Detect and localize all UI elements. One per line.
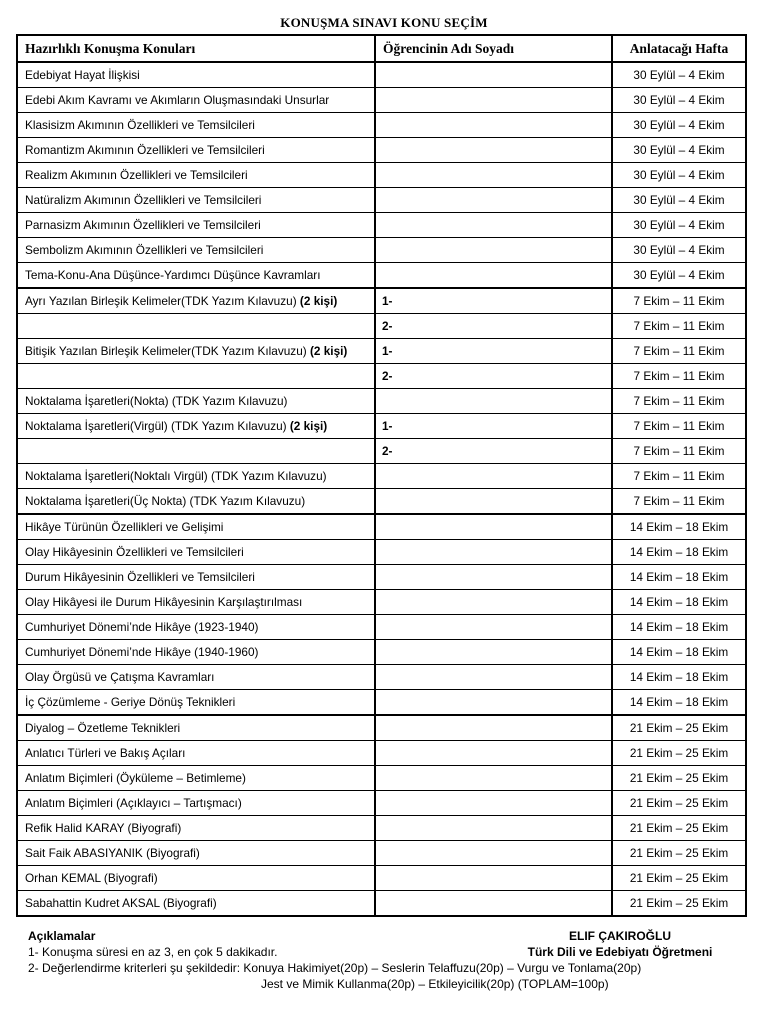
week-cell: 21 Ekim – 25 Ekim <box>612 766 746 791</box>
table-row <box>17 389 746 414</box>
student-name-cell[interactable] <box>375 88 612 113</box>
week-cell: 14 Ekim – 18 Ekim <box>612 590 746 615</box>
table-row <box>17 866 746 891</box>
student-name-cell[interactable] <box>375 238 612 263</box>
student-name-cell[interactable] <box>375 816 612 841</box>
capacity-note: (2 kişi) <box>299 294 338 308</box>
student-name-cell[interactable] <box>375 314 612 339</box>
header-week: Anlatacağı Hafta <box>612 35 746 62</box>
week-cell: 14 Ekim – 18 Ekim <box>612 565 746 590</box>
topic-text: Romantizm Akımının Özellikleri ve Temsilcileri <box>25 143 265 157</box>
topic-text: Hikâye Türünün Özellikleri ve Gelişimi <box>25 520 224 534</box>
teacher-role: Türk Dili ve Edebiyatı Öğretmeni <box>527 945 713 959</box>
capacity-note: (2 kişi) <box>309 344 348 358</box>
week-cell: 21 Ekim – 25 Ekim <box>612 741 746 766</box>
table-row <box>17 891 746 917</box>
table-row <box>17 489 746 515</box>
topic-cell <box>17 389 375 414</box>
week-cell: 14 Ekim – 18 Ekim <box>612 690 746 716</box>
topic-cell <box>17 766 375 791</box>
topic-text: Diyalog – Özetleme Teknikleri <box>25 721 181 735</box>
student-name-cell[interactable] <box>375 188 612 213</box>
topic-table <box>16 34 747 917</box>
student-name-cell[interactable] <box>375 62 612 88</box>
student-name-cell[interactable] <box>375 866 612 891</box>
table-row <box>17 514 746 540</box>
week-cell: 7 Ekim – 11 Ekim <box>612 339 746 364</box>
student-name-cell[interactable] <box>375 263 612 289</box>
student-name-cell[interactable] <box>375 138 612 163</box>
week-cell: 14 Ekim – 18 Ekim <box>612 615 746 640</box>
topic-cell <box>17 816 375 841</box>
student-name-cell[interactable] <box>375 590 612 615</box>
table-row <box>17 665 746 690</box>
student-name-cell[interactable] <box>375 514 612 540</box>
week-cell: 7 Ekim – 11 Ekim <box>612 464 746 489</box>
topic-cell <box>17 364 375 389</box>
week-cell: 7 Ekim – 11 Ekim <box>612 489 746 515</box>
topic-cell <box>17 866 375 891</box>
topic-text: Anlatım Biçimleri (Açıklayıcı – Tartışmacı) <box>25 796 242 810</box>
topic-text: Edebiyat Hayat İlişkisi <box>25 68 140 82</box>
topic-cell <box>17 62 375 88</box>
topic-cell <box>17 489 375 515</box>
topic-cell <box>17 690 375 716</box>
table-row <box>17 238 746 263</box>
topic-cell <box>17 88 375 113</box>
table-row <box>17 364 746 389</box>
topic-text: Olay Örgüsü ve Çatışma Kavramları <box>25 670 215 684</box>
topic-text: Refik Halid KARAY (Biyografi) <box>25 821 182 835</box>
topic-cell <box>17 590 375 615</box>
topic-text: Tema-Konu-Ana Düşünce-Yardımcı Düşünce Kavramları <box>25 268 321 282</box>
topic-cell <box>17 715 375 741</box>
table-row <box>17 540 746 565</box>
table-row <box>17 766 746 791</box>
topic-cell <box>17 665 375 690</box>
table-row <box>17 565 746 590</box>
student-name-cell[interactable] <box>375 439 612 464</box>
topic-cell <box>17 565 375 590</box>
topic-text: Klasisizm Akımının Özellikleri ve Temsilcileri <box>25 118 255 132</box>
week-cell: 21 Ekim – 25 Ekim <box>612 866 746 891</box>
table-row <box>17 439 746 464</box>
week-cell: 7 Ekim – 11 Ekim <box>612 314 746 339</box>
table-row <box>17 314 746 339</box>
table-row <box>17 464 746 489</box>
student-name-cell[interactable] <box>375 766 612 791</box>
week-cell: 14 Ekim – 18 Ekim <box>612 514 746 540</box>
table-row <box>17 339 746 364</box>
student-name-cell[interactable] <box>375 891 612 917</box>
topic-cell <box>17 414 375 439</box>
topic-text: Noktalama İşaretleri(Nokta) (TDK Yazım Kılavuzu) <box>25 394 288 408</box>
week-cell: 21 Ekim – 25 Ekim <box>612 841 746 866</box>
week-cell: 14 Ekim – 18 Ekim <box>612 540 746 565</box>
student-name-cell[interactable] <box>375 213 612 238</box>
note-line-1: 1- Konuşma süresi en az 3, en çok 5 dakikadır. <box>28 945 278 959</box>
week-cell: 21 Ekim – 25 Ekim <box>612 891 746 917</box>
topic-cell <box>17 213 375 238</box>
table-row <box>17 414 746 439</box>
topic-cell <box>17 439 375 464</box>
week-cell: 30 Eylül – 4 Ekim <box>612 188 746 213</box>
week-cell: 7 Ekim – 11 Ekim <box>612 439 746 464</box>
topic-text: Anlatıcı Türleri ve Bakış Açıları <box>25 746 186 760</box>
week-cell: 7 Ekim – 11 Ekim <box>612 288 746 314</box>
table-row <box>17 615 746 640</box>
table-row <box>17 213 746 238</box>
student-name-cell[interactable] <box>375 540 612 565</box>
table-row <box>17 841 746 866</box>
student-name-cell[interactable] <box>375 489 612 515</box>
week-cell: 21 Ekim – 25 Ekim <box>612 715 746 741</box>
table-row <box>17 816 746 841</box>
topic-cell <box>17 263 375 289</box>
week-cell: 7 Ekim – 11 Ekim <box>612 389 746 414</box>
student-name-cell[interactable] <box>375 565 612 590</box>
student-slot-label: 1- <box>382 294 393 308</box>
student-name-cell[interactable] <box>375 113 612 138</box>
topic-text: Cumhuriyet Dönemi’nde Hikâye (1940-1960) <box>25 645 259 659</box>
week-cell: 30 Eylül – 4 Ekim <box>612 163 746 188</box>
topic-text: Parnasizm Akımının Özellikleri ve Temsilcileri <box>25 218 261 232</box>
topic-text: Sabahattin Kudret AKSAL (Biyografi) <box>25 896 217 910</box>
student-name-cell[interactable] <box>375 690 612 716</box>
topic-cell <box>17 138 375 163</box>
topic-text: Realizm Akımının Özellikleri ve Temsilcileri <box>25 168 248 182</box>
topic-text: Olay Hikâyesinin Özellikleri ve Temsilcileri <box>25 545 244 559</box>
student-name-cell[interactable] <box>375 841 612 866</box>
week-cell: 30 Eylül – 4 Ekim <box>612 213 746 238</box>
header-topics: Hazırlıklı Konuşma Konuları <box>17 35 375 62</box>
student-name-cell[interactable] <box>375 389 612 414</box>
table-row <box>17 640 746 665</box>
week-cell: 30 Eylül – 4 Ekim <box>612 263 746 289</box>
week-cell: 30 Eylül – 4 Ekim <box>612 238 746 263</box>
topic-cell <box>17 841 375 866</box>
topic-cell <box>17 891 375 917</box>
student-name-cell[interactable] <box>375 414 612 439</box>
topic-cell <box>17 238 375 263</box>
student-name-cell[interactable] <box>375 364 612 389</box>
table-row <box>17 741 746 766</box>
topic-text: Edebi Akım Kavramı ve Akımların Oluşmasındaki Unsurlar <box>25 93 330 107</box>
student-name-cell[interactable] <box>375 665 612 690</box>
student-slot-label: 2- <box>382 369 393 383</box>
student-name-cell[interactable] <box>375 640 612 665</box>
notes-heading: Açıklamalar <box>28 929 96 943</box>
week-cell: 30 Eylül – 4 Ekim <box>612 88 746 113</box>
week-cell: 14 Ekim – 18 Ekim <box>612 640 746 665</box>
student-slot-label: 1- <box>382 419 393 433</box>
topic-text: Noktalama İşaretleri(Virgül) (TDK Yazım Kılavuzu) <box>25 419 290 433</box>
topic-cell <box>17 339 375 364</box>
table-row <box>17 188 746 213</box>
topic-cell <box>17 640 375 665</box>
topic-text: Cumhuriyet Dönemi’nde Hikâye (1923-1940) <box>25 620 259 634</box>
week-cell: 7 Ekim – 11 Ekim <box>612 364 746 389</box>
note-line-3: Jest ve Mimik Kullanma(20p) – Etkileyicilik(20p) (TOPLAM=100p) <box>261 977 609 991</box>
topic-text: Ayrı Yazılan Birleşik Kelimeler(TDK Yazım Kılavuzu) <box>25 294 300 308</box>
table-row <box>17 590 746 615</box>
week-cell: 14 Ekim – 18 Ekim <box>612 665 746 690</box>
student-name-cell[interactable] <box>375 615 612 640</box>
student-name-cell[interactable] <box>375 163 612 188</box>
table-row <box>17 263 746 289</box>
table-row <box>17 88 746 113</box>
student-name-cell[interactable] <box>375 741 612 766</box>
table-header-row <box>17 35 746 62</box>
topic-text: Sembolizm Akımının Özellikleri ve Temsilcileri <box>25 243 264 257</box>
student-name-cell[interactable] <box>375 339 612 364</box>
table-row <box>17 288 746 314</box>
week-cell: 30 Eylül – 4 Ekim <box>612 113 746 138</box>
topic-text: Bitişik Yazılan Birleşik Kelimeler(TDK Yazım Kılavuzu) <box>25 344 310 358</box>
student-name-cell[interactable] <box>375 791 612 816</box>
topic-cell <box>17 791 375 816</box>
topic-text: Noktalama İşaretleri(Noktalı Virgül) (TDK Yazım Kılavuzu) <box>25 469 327 483</box>
topic-cell <box>17 188 375 213</box>
student-name-cell[interactable] <box>375 288 612 314</box>
table-row <box>17 791 746 816</box>
topic-text: Durum Hikâyesinin Özellikleri ve Temsilcileri <box>25 570 255 584</box>
student-slot-label: 2- <box>382 444 393 458</box>
topic-cell <box>17 514 375 540</box>
week-cell: 7 Ekim – 11 Ekim <box>612 414 746 439</box>
week-cell: 21 Ekim – 25 Ekim <box>612 791 746 816</box>
topic-text: İç Çözümleme - Geriye Dönüş Teknikleri <box>25 695 236 709</box>
header-student: Öğrencinin Adı Soyadı <box>375 35 612 62</box>
signature-block <box>520 928 720 960</box>
topic-text: Sait Faik ABASIYANIK (Biyografi) <box>25 846 200 860</box>
topic-text: Natüralizm Akımının Özellikleri ve Temsilcileri <box>25 193 262 207</box>
page-title: KONUŞMA SINAVI KONU SEÇİM <box>280 15 488 30</box>
topic-cell <box>17 288 375 314</box>
week-cell: 30 Eylül – 4 Ekim <box>612 138 746 163</box>
topic-cell <box>17 163 375 188</box>
topic-cell <box>17 464 375 489</box>
table-row <box>17 690 746 716</box>
topic-cell <box>17 113 375 138</box>
topic-cell <box>17 615 375 640</box>
student-slot-label: 1- <box>382 344 393 358</box>
teacher-name: ELIF ÇAKIROĞLU <box>569 929 671 943</box>
student-name-cell[interactable] <box>375 715 612 741</box>
student-slot-label: 2- <box>382 319 393 333</box>
note-line-2: 2- Değerlendirme kriterleri şu şekildedir: Konuya Hakimiyet(20p) – Seslerin Telaffuzu(20p) – Vurgu ve Tonlama(20p) <box>28 961 642 975</box>
table-row <box>17 163 746 188</box>
table-row <box>17 138 746 163</box>
topic-text: Noktalama İşaretleri(Üç Nokta) (TDK Yazım Kılavuzu) <box>25 494 306 508</box>
capacity-note: (2 kişi) <box>289 419 328 433</box>
topic-cell <box>17 314 375 339</box>
topic-text: Anlatım Biçimleri (Öyküleme – Betimleme) <box>25 771 246 785</box>
week-cell: 30 Eylül – 4 Ekim <box>612 62 746 88</box>
table-row <box>17 62 746 88</box>
student-name-cell[interactable] <box>375 464 612 489</box>
table-row <box>17 715 746 741</box>
topic-text: Olay Hikâyesi ile Durum Hikâyesinin Karşılaştırılması <box>25 595 303 609</box>
table-row <box>17 113 746 138</box>
topic-text: Orhan KEMAL (Biyografi) <box>25 871 158 885</box>
week-cell: 21 Ekim – 25 Ekim <box>612 816 746 841</box>
topic-cell <box>17 540 375 565</box>
topic-cell <box>17 741 375 766</box>
